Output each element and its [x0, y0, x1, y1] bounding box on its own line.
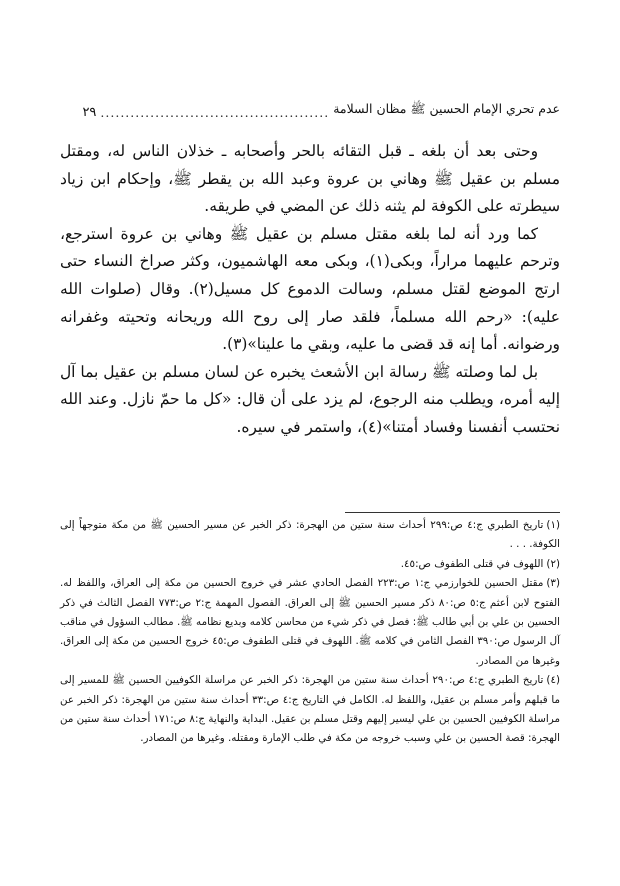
footnote-text: تاريخ الطبري ج:٤ ص:٢٩٩ أحداث سنة ستين من الهجرة: ذكر الخبر عن مسير الحسين ﷺ من مكة متوجهاً إلى الكوفة. . . . [60, 519, 560, 551]
footnote-number: (١) [546, 519, 560, 531]
header-leader-dots: .............................................. [100, 105, 330, 120]
footnote-number: (٤) [546, 674, 560, 687]
header-title: عدم تحري الإمام الحسين ﷺ مظان السلامة [333, 101, 560, 116]
main-text [60, 138, 560, 442]
footnote [60, 574, 560, 671]
footnote [60, 555, 560, 574]
footnotes [60, 516, 560, 749]
running-header [82, 98, 560, 120]
footnote-separator [345, 512, 560, 513]
footnote-text: مقتل الحسين للخوارزمي ج:١ ص:٢٢٣ الفصل الحادي عشر في خروج الحسين من مكة إلى العراق، واللفظ له. الفتوح لابن أعثم ج:٥ ص:٨٠ ذكر مسير الحسين ﷺ إلى العراق. الفصول المهمة ج:٢ ص:٧٧٣ الفصل الثالث في ذكر الحسين بن علي بن أبي طالب ﷺ: فصل في ذكر شيء من محاسن كلامه وبديع نظامه ﷺ. مطالب السؤول في مناقب آل الرسول ص:٣٩٠ الفصل الثامن في كلامه ﷺ. اللهوف في قتلى الطفوف ص:٤٥ خروج الحسين من مكة إلى العراق. وغيرها من المصادر. [60, 577, 560, 667]
footnote-text: اللهوف في قتلى الطفوف ص:٤٥. [400, 557, 544, 570]
footnote-text: تاريخ الطبري ج:٤ ص:٢٩٠ أحداث سنة ستين من الهجرة: ذكر الخبر عن مراسلة الكوفيين الحسين ﷺ للمسير إلى ما قبلهم وأمر مسلم بن عقيل، واللفظ له. الكامل في التاريخ ج:٤ ص:٣٣ أحداث سنة ستين من الهجرة: ذكر الخبر عن مراسلة الكوفيين الحسين بن علي ليسير إليهم وقتل مسلم بن عقيل. البداية والنهاية ج:٨ ص:١٧١ أحداث سنة ستين من الهجرة: قصة الحسين بن علي وسبب خروجه من مكة في طلب الإمارة ومقتله. وغيرها من المصادر. [60, 674, 560, 745]
footnote-number: (٢) [546, 557, 560, 570]
footnote-number: (٣) [546, 577, 560, 590]
paragraph: بل لما وصلته ﷺ رسالة ابن الأشعث يخبره عن لسان مسلم بن عقيل بما آل إليه أمره، ويطلب منه الرجوع، لم يزد على أن قال: «كل ما حمّ نازل. وعند الله نحتسب أنفسنا وفساد أمتنا»(٤)، واستمر في سيره. [60, 362, 560, 436]
paragraph: كما ورد أنه لما بلغه مقتل مسلم بن عقيل ﷺ وهاني بن عروة استرجع، وترحم عليهما مراراً، وبكى(١)، وبكى معه الهاشميون، وكثر صراخ النساء حتى ارتج الموضع لقتل مسلم، وسالت الدموع كل مسيل(٢). وقال (صلوات الله عليه): «رحم الله مسلماً، فلقد صار إلى روح الله وريحانه وتحيته وغفرانه ورضوانه. أما إنه قد قضى ما عليه، وبقي ما علينا»(٣). [60, 224, 560, 354]
footnote [60, 671, 560, 749]
footnote [60, 516, 560, 555]
page-number: ٢٩ [82, 105, 97, 120]
paragraph: وحتى بعد أن بلغه ـ قبل التقائه بالحر وأصحابه ـ خذلان الناس له، ومقتل مسلم بن عقيل ﷺ وهاني بن عروة وعبد الله بن يقطر ﷺ، وإحكام ابن زياد سيطرته على الكوفة لم يثنه ذلك عن المضي في طريقه. [60, 142, 560, 216]
